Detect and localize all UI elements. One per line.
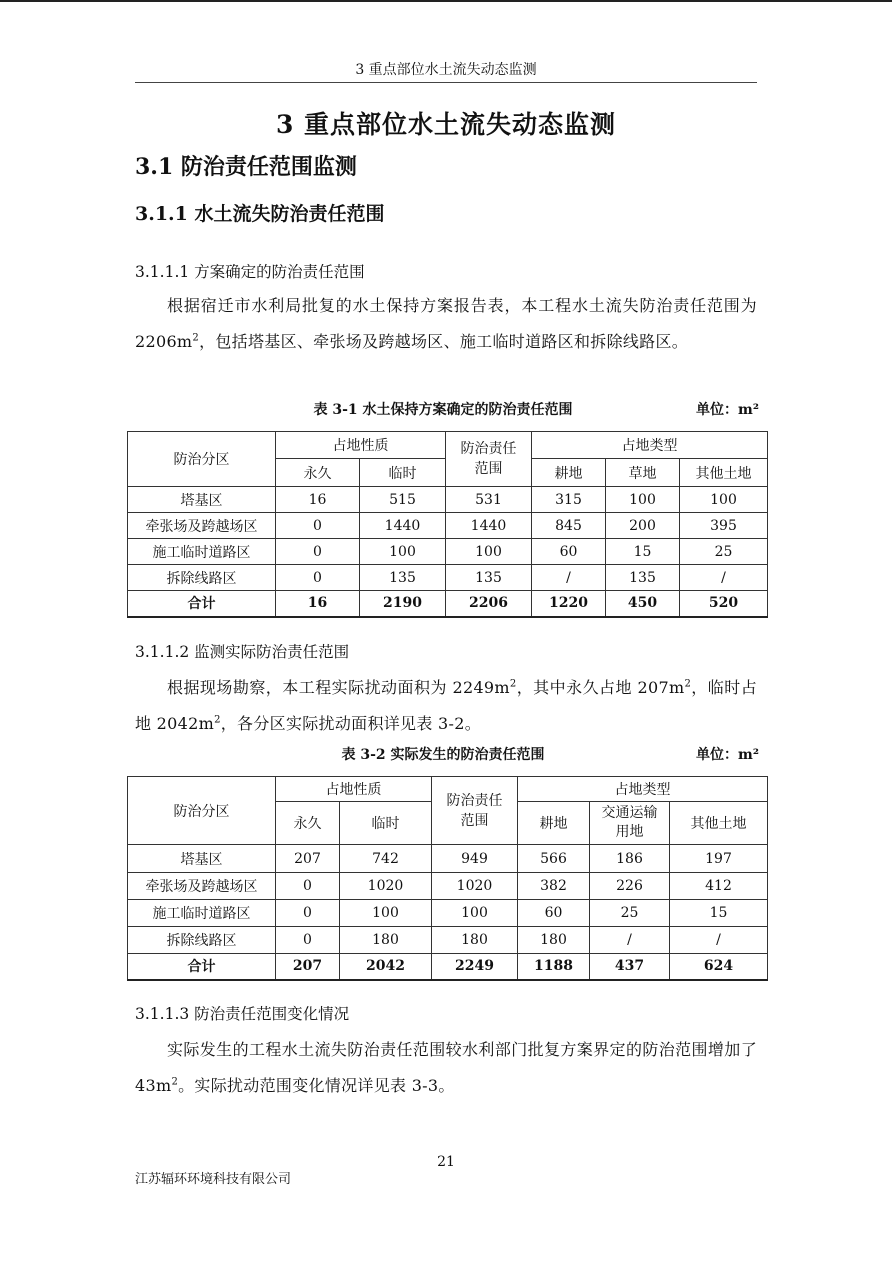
table-cell: 135	[446, 565, 532, 591]
s2-paragraph	[135, 670, 757, 742]
table-row	[128, 845, 768, 873]
table2-caption: 表 3-2 实际发生的防治责任范围	[341, 747, 545, 763]
table-cell: 100	[340, 900, 432, 927]
table1-sub: 草地	[606, 459, 680, 487]
table-cell: 180	[340, 927, 432, 954]
table-row	[128, 513, 768, 539]
s3-paragraph	[135, 1032, 757, 1104]
table-cell: 1188	[518, 954, 590, 980]
table-cell: 200	[606, 513, 680, 539]
table1-sub: 永久	[276, 459, 360, 487]
table-cell: 135	[360, 565, 446, 591]
table2-h-scope-text: 防治责任范围	[446, 792, 503, 829]
table2-h-type: 占地类型	[518, 777, 768, 802]
table-cell: 520	[680, 591, 768, 617]
page-number: 21	[437, 1154, 455, 1170]
table-cell: 100	[360, 539, 446, 565]
table-cell: 0	[276, 927, 340, 954]
table-cell: 25	[680, 539, 768, 565]
s2-text-4: ，各分区实际扰动面积详见表 3-2。	[220, 714, 482, 733]
table2	[127, 776, 768, 981]
s1-paragraph	[135, 288, 757, 360]
table-cell: 2249	[432, 954, 518, 980]
s1-text-a: 根据宿迁市水利局批复的水土保持方案报告表，本工程水土流失防治责任范围为 2206m	[135, 296, 757, 351]
s2-text-3: ，临时占地 2042m	[135, 678, 757, 733]
table-cell: 315	[532, 487, 606, 513]
table-cell: 2042	[340, 954, 432, 980]
table-cell: 180	[432, 927, 518, 954]
s2-text-2: ，其中永久占地 207m	[516, 678, 685, 697]
table-row	[128, 539, 768, 565]
table-cell: 施工临时道路区	[128, 900, 276, 927]
table-cell: 100	[446, 539, 532, 565]
table2-total-row	[128, 954, 768, 980]
table-cell: 0	[276, 539, 360, 565]
table-cell: 100	[606, 487, 680, 513]
table-cell: 207	[276, 845, 340, 873]
table-cell: 塔基区	[128, 845, 276, 873]
table1-caption-row	[127, 398, 759, 422]
table2-sub: 耕地	[518, 802, 590, 845]
section-title: 3.1 防治责任范围监测	[135, 154, 357, 180]
s3-text-2: 。实际扰动范围变化情况详见表 3-3。	[178, 1076, 455, 1095]
table-cell: 1440	[360, 513, 446, 539]
table1-h-scope-text: 防治责任范围	[460, 441, 517, 477]
table1-sub: 临时	[360, 459, 446, 487]
table-cell: 1020	[340, 873, 432, 900]
table-cell: 226	[590, 873, 670, 900]
table-row	[128, 900, 768, 927]
table-cell: 合计	[128, 954, 276, 980]
table-cell: 180	[518, 927, 590, 954]
s1-sup: 2	[192, 332, 200, 344]
table-row	[128, 565, 768, 591]
s3-text-1: 实际发生的工程水土流失防治责任范围较水利部门批复方案界定的防治范围增加了 43m	[135, 1040, 757, 1095]
chapter-title: 3 重点部位水土流失动态监测	[275, 110, 617, 139]
table2-h-zone: 防治分区	[128, 777, 276, 845]
table-row	[128, 927, 768, 954]
table-cell: 合计	[128, 591, 276, 617]
table-cell: 1440	[446, 513, 532, 539]
table-cell: 0	[276, 873, 340, 900]
table-cell: 2206	[446, 591, 532, 617]
table-cell: 395	[680, 513, 768, 539]
table-cell: 412	[670, 873, 768, 900]
table-cell: 60	[518, 900, 590, 927]
table-cell: 15	[606, 539, 680, 565]
table-cell: 0	[276, 513, 360, 539]
table-cell: /	[680, 565, 768, 591]
s1-heading: 3.1.1.1 方案确定的防治责任范围	[135, 263, 365, 281]
table1-unit: 单位：m²	[696, 402, 759, 418]
table-cell: 100	[680, 487, 768, 513]
table-cell: 742	[340, 845, 432, 873]
table-cell: 135	[606, 565, 680, 591]
running-header: 3 重点部位水土流失动态监测	[135, 60, 757, 83]
table-cell: 450	[606, 591, 680, 617]
table-cell: 186	[590, 845, 670, 873]
table1-h-scope	[446, 432, 532, 487]
table1-h-zone: 防治分区	[128, 432, 276, 487]
table1	[127, 431, 768, 618]
table-cell: /	[670, 927, 768, 954]
table-row	[128, 873, 768, 900]
table-cell: 100	[432, 900, 518, 927]
table-cell: 515	[360, 487, 446, 513]
table-cell: 531	[446, 487, 532, 513]
table2-h-scope	[432, 777, 518, 845]
table1-h-type: 占地类型	[532, 432, 768, 459]
table-cell: 2190	[360, 591, 446, 617]
table-cell: /	[590, 927, 670, 954]
table1-sub: 耕地	[532, 459, 606, 487]
table-cell: 207	[276, 954, 340, 980]
table-cell: 437	[590, 954, 670, 980]
table2-h-nature: 占地性质	[276, 777, 432, 802]
page-top-border	[0, 0, 892, 2]
table2-sub: 其他土地	[670, 802, 768, 845]
table-cell: 845	[532, 513, 606, 539]
s3-heading: 3.1.1.3 防治责任范围变化情况	[135, 1005, 350, 1023]
table-cell: 16	[276, 591, 360, 617]
table-cell: 382	[518, 873, 590, 900]
table-cell: 1220	[532, 591, 606, 617]
table-cell: 25	[590, 900, 670, 927]
table-cell: 949	[432, 845, 518, 873]
table-cell: /	[532, 565, 606, 591]
table2-sub-text: 交通运输用地	[601, 805, 658, 840]
table-cell: 0	[276, 565, 360, 591]
table2-header-row	[128, 777, 768, 802]
table1-sub: 其他土地	[680, 459, 768, 487]
table-row	[128, 487, 768, 513]
table-cell: 624	[670, 954, 768, 980]
table1-header-row	[128, 432, 768, 459]
s2-sup: 2	[509, 678, 517, 690]
table2-caption-row	[127, 743, 759, 767]
s2-heading: 3.1.1.2 监测实际防治责任范围	[135, 643, 350, 661]
table-cell: 60	[532, 539, 606, 565]
s2-sup: 2	[214, 714, 221, 726]
table-cell: 拆除线路区	[128, 565, 276, 591]
table1-h-nature: 占地性质	[276, 432, 446, 459]
footer-company: 江苏辐环环境科技有限公司	[135, 1172, 292, 1187]
table-cell: 0	[276, 900, 340, 927]
table1-caption: 表 3-1 水土保持方案确定的防治责任范围	[313, 402, 573, 418]
s2-sup: 2	[684, 678, 692, 690]
s2-text-1: 根据现场勘察，本工程实际扰动面积为 2249m	[167, 678, 510, 697]
s1-text-b: ，包括塔基区、牵张场及跨越场区、施工临时道路区和拆除线路区。	[199, 332, 689, 351]
table-cell: 拆除线路区	[128, 927, 276, 954]
table1-total-row	[128, 591, 768, 617]
table2-sub	[590, 802, 670, 845]
table2-sub: 临时	[340, 802, 432, 845]
table-cell: 牵张场及跨越场区	[128, 513, 276, 539]
table-cell: 197	[670, 845, 768, 873]
subsection-title: 3.1.1 水土流失防治责任范围	[135, 203, 385, 225]
table-cell: 1020	[432, 873, 518, 900]
table2-sub: 永久	[276, 802, 340, 845]
s3-sup: 2	[171, 1076, 179, 1088]
table-cell: 566	[518, 845, 590, 873]
table-cell: 牵张场及跨越场区	[128, 873, 276, 900]
table-cell: 塔基区	[128, 487, 276, 513]
table-cell: 施工临时道路区	[128, 539, 276, 565]
table2-unit: 单位：m²	[696, 747, 759, 763]
table-cell: 15	[670, 900, 768, 927]
table-cell: 16	[276, 487, 360, 513]
